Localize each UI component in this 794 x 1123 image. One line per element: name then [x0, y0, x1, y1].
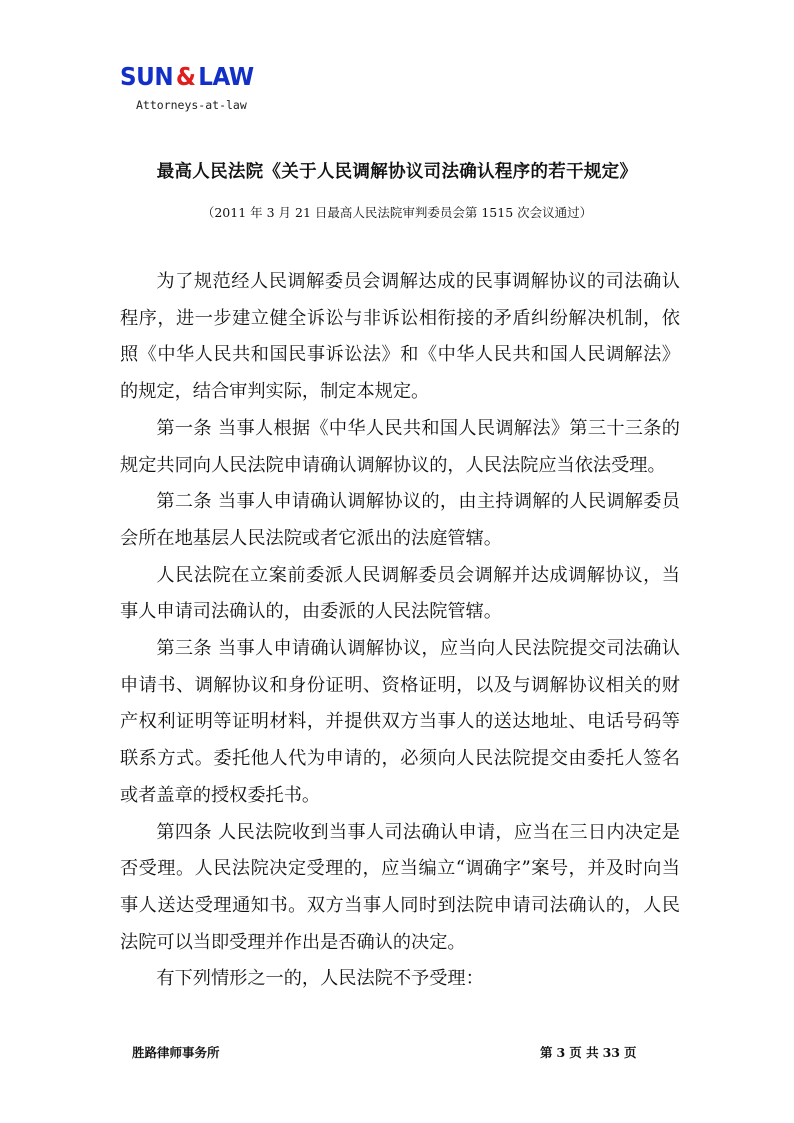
article-3-paragraph: 第三条 当事人申请确认调解协议，应当向人民法院提交司法确认申请书、调解协议和身份证明、资格证明，以及与调解协议相关的财产权利证明等证明材料，并提供双方当事人的送达地址、电话号码等联系方式。委托他人代为申请的，必须向人民法院提交由委托人签名或者盖章的授权委托书。 — [120, 638, 680, 806]
document-body — [120, 264, 680, 998]
page-total: 33 — [602, 1045, 620, 1060]
page-prefix: 第 — [540, 1045, 553, 1060]
article-4-paragraph: 第四条 人民法院收到当事人司法确认申请，应当在三日内决定是否受理。人民法院决定受理的，应当编立“调确字”案号，并及时向当事人送达受理通知书。双方当事人同时到法院申请司法确认的，人民法院可以当即受理并作出是否确认的决定。 — [120, 821, 680, 953]
page-mid: 页 共 — [569, 1045, 599, 1060]
article-2-paragraph: 第二条 当事人申请确认调解协议的，由主持调解的人民调解委员会所在地基层人民法院或者它派出的法庭管辖。 — [120, 491, 680, 549]
page-suffix: 页 — [623, 1045, 637, 1060]
logo-ampersand: & — [175, 62, 196, 91]
document-title: 最高人民法院《关于人民调解协议司法确认程序的若干规定》 — [156, 162, 638, 182]
preamble-paragraph: 为了规范经人民调解委员会调解达成的民事调解协议的司法确认程序，进一步建立健全诉讼与非诉讼相衔接的矛盾纠纷解决机制，依照《中华人民共和国民事诉讼法》和《中华人民共和国人民调解法》的规定，结合审判实际，制定本规定。 — [120, 271, 680, 403]
logo-sun-text: SUN — [120, 62, 174, 91]
document-subtitle: （2011 年 3 月 21 日最高人民法院审判委员会第 1515 次会议通过） — [201, 205, 593, 220]
article-1-paragraph: 第一条 当事人根据《中华人民共和国人民调解法》第三十三条的规定共同向人民法院申请确认调解协议的，人民法院应当依法受理。 — [120, 417, 680, 476]
article-2-continuation-paragraph: 人民法院在立案前委派人民调解委员会调解并达成调解协议，当事人申请司法确认的，由委派的人民法院管辖。 — [120, 564, 680, 623]
firm-logo — [120, 62, 254, 92]
logo-tagline: Attorneys-at-law — [136, 98, 247, 112]
logo-law-text: LAW — [198, 62, 254, 91]
footer-firm-name: 胜路律师事务所 — [132, 1045, 220, 1060]
footer-page-number — [540, 1043, 641, 1061]
page-current: 3 — [556, 1045, 566, 1060]
exclusion-intro-paragraph: 有下列情形之一的，人民法院不予受理： — [156, 968, 484, 990]
